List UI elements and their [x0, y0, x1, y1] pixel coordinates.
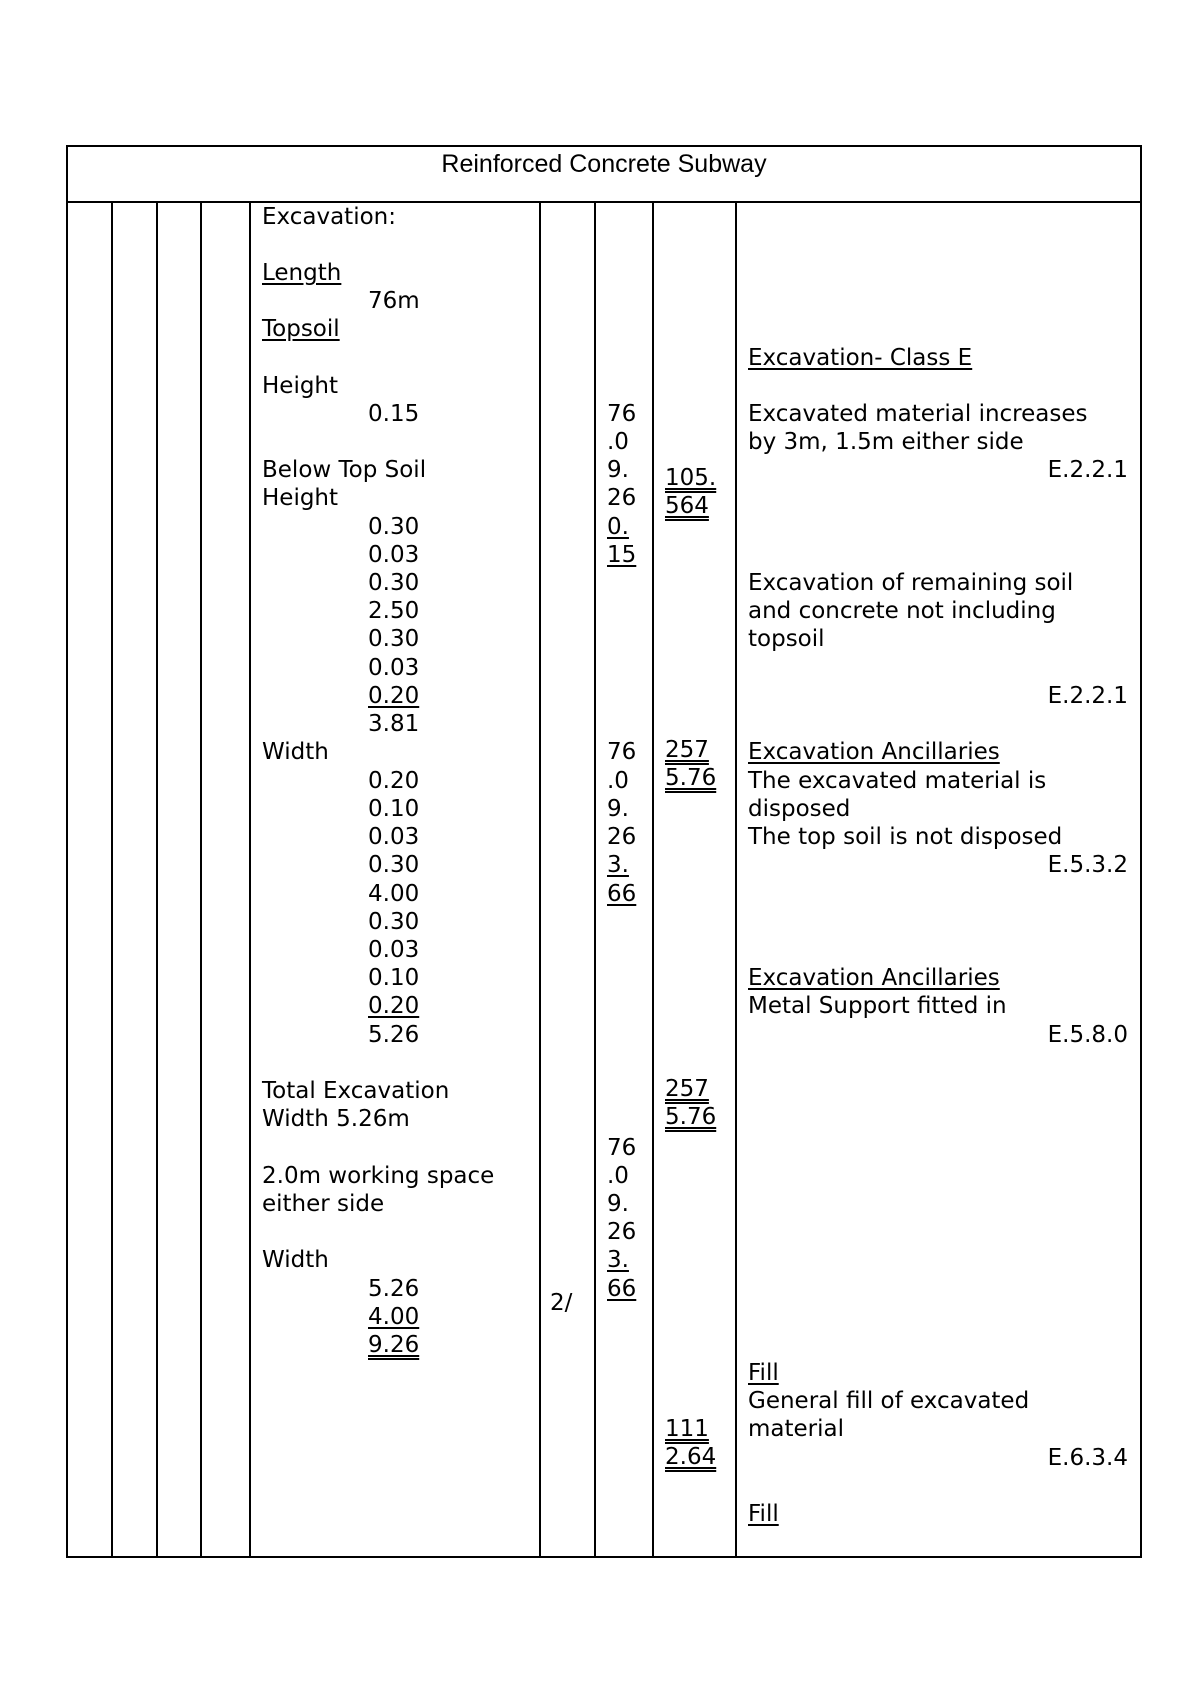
dim-entry: 15	[607, 542, 637, 568]
note-text: The top soil is not disposed	[748, 824, 1063, 850]
dim-entry: 26	[607, 824, 637, 850]
squared-value: 257	[665, 1076, 709, 1102]
note-code: E.6.3.4	[1047, 1445, 1128, 1471]
note-text: The excavated material is	[748, 768, 1047, 794]
note-code: E.2.2.1	[1047, 683, 1128, 709]
working-space-text: 2.0m working space	[262, 1163, 495, 1189]
note-heading: Excavation- Class E	[748, 345, 973, 371]
note-code: E.2.2.1	[1047, 457, 1128, 483]
dimension-value: 0.30	[368, 514, 420, 540]
dimension-value: 4.00	[368, 1304, 420, 1330]
squared-value: 5.76	[665, 765, 717, 791]
dim-entry: 76	[607, 739, 637, 765]
dimension-total: 9.26	[368, 1332, 420, 1358]
dimension-total: 3.81	[368, 711, 420, 737]
note-code: E.5.8.0	[1047, 1022, 1128, 1048]
length-value: 76m	[368, 288, 420, 314]
dimension-value: 0.10	[368, 796, 420, 822]
width-label: Width	[262, 1247, 329, 1273]
squared-value: 111	[665, 1416, 709, 1442]
dimension-value: 4.00	[368, 881, 420, 907]
page-title: Reinforced Concrete Subway	[441, 150, 767, 178]
dimension-value: 0.10	[368, 965, 420, 991]
dim-entry: 3.	[607, 1247, 629, 1273]
below-topsoil-label: Below Top Soil	[262, 457, 427, 483]
total-width-label: Width 5.26m	[262, 1106, 410, 1132]
column-divider	[652, 203, 654, 1558]
dim-entry: 9.	[607, 796, 629, 822]
excavation-heading: Excavation:	[262, 204, 396, 230]
dim-entry: .0	[607, 1163, 629, 1189]
dim-entry: 26	[607, 485, 637, 511]
dim-entry: 26	[607, 1219, 637, 1245]
dimension-value: 0.03	[368, 655, 420, 681]
note-heading: Fill	[748, 1360, 779, 1386]
dimension-value: 0.20	[368, 683, 420, 709]
dim-entry: .0	[607, 768, 629, 794]
note-heading: Fill	[748, 1501, 779, 1527]
note-code: E.5.3.2	[1047, 852, 1128, 878]
column-divider	[539, 203, 541, 1558]
squared-value: 105.	[665, 465, 717, 491]
note-heading: Excavation Ancillaries	[748, 739, 1000, 765]
height-label: Height	[262, 373, 339, 399]
timesing-value: 2/	[550, 1290, 573, 1316]
dimension-value: 0.03	[368, 824, 420, 850]
dimension-value: 0.20	[368, 768, 420, 794]
squared-value: 2.64	[665, 1444, 717, 1470]
column-divider	[200, 203, 202, 1558]
column-divider	[735, 203, 737, 1558]
note-heading: Excavation Ancillaries	[748, 965, 1000, 991]
column-divider	[249, 203, 251, 1558]
dim-entry: 66	[607, 881, 637, 907]
width-label: Width	[262, 739, 329, 765]
dimension-value: 5.26	[368, 1276, 420, 1302]
note-text: General fill of excavated	[748, 1388, 1030, 1414]
column-divider	[156, 203, 158, 1558]
note-text: material	[748, 1416, 844, 1442]
length-label: Length	[262, 260, 342, 286]
dimension-value: 0.20	[368, 993, 420, 1019]
column-divider	[111, 203, 113, 1558]
dim-entry: 0.	[607, 514, 629, 540]
working-space-text: either side	[262, 1191, 385, 1217]
dim-entry: 9.	[607, 1191, 629, 1217]
note-text: Metal Support fitted in	[748, 993, 1007, 1019]
dim-entry: 9.	[607, 457, 629, 483]
topsoil-label: Topsoil	[262, 316, 340, 342]
height-value: 0.15	[368, 401, 420, 427]
dimension-value: 0.03	[368, 542, 420, 568]
dim-entry: 76	[607, 1135, 637, 1161]
dimension-value: 0.03	[368, 937, 420, 963]
note-text: disposed	[748, 796, 851, 822]
header-divider	[66, 201, 1142, 203]
dim-entry: 66	[607, 1276, 637, 1302]
dimension-value: 0.30	[368, 909, 420, 935]
dimension-value: 2.50	[368, 598, 420, 624]
squared-value: 5.76	[665, 1104, 717, 1130]
column-divider	[594, 203, 596, 1558]
dimension-value: 0.30	[368, 626, 420, 652]
dim-entry: 3.	[607, 852, 629, 878]
dimension-total: 5.26	[368, 1022, 420, 1048]
note-text: Excavated material increases by 3m, 1.5m either side	[748, 401, 1088, 455]
dim-entry: 76	[607, 401, 637, 427]
dimension-value: 0.30	[368, 570, 420, 596]
dimension-value: 0.30	[368, 852, 420, 878]
squared-value: 257	[665, 737, 709, 763]
note-text: Excavation of remaining soil and concrete not including topsoil	[748, 570, 1074, 652]
squared-value: 564	[665, 493, 709, 519]
total-excavation-label: Total Excavation	[262, 1078, 450, 1104]
below-height-label: Height	[262, 485, 339, 511]
dim-entry: .0	[607, 429, 629, 455]
